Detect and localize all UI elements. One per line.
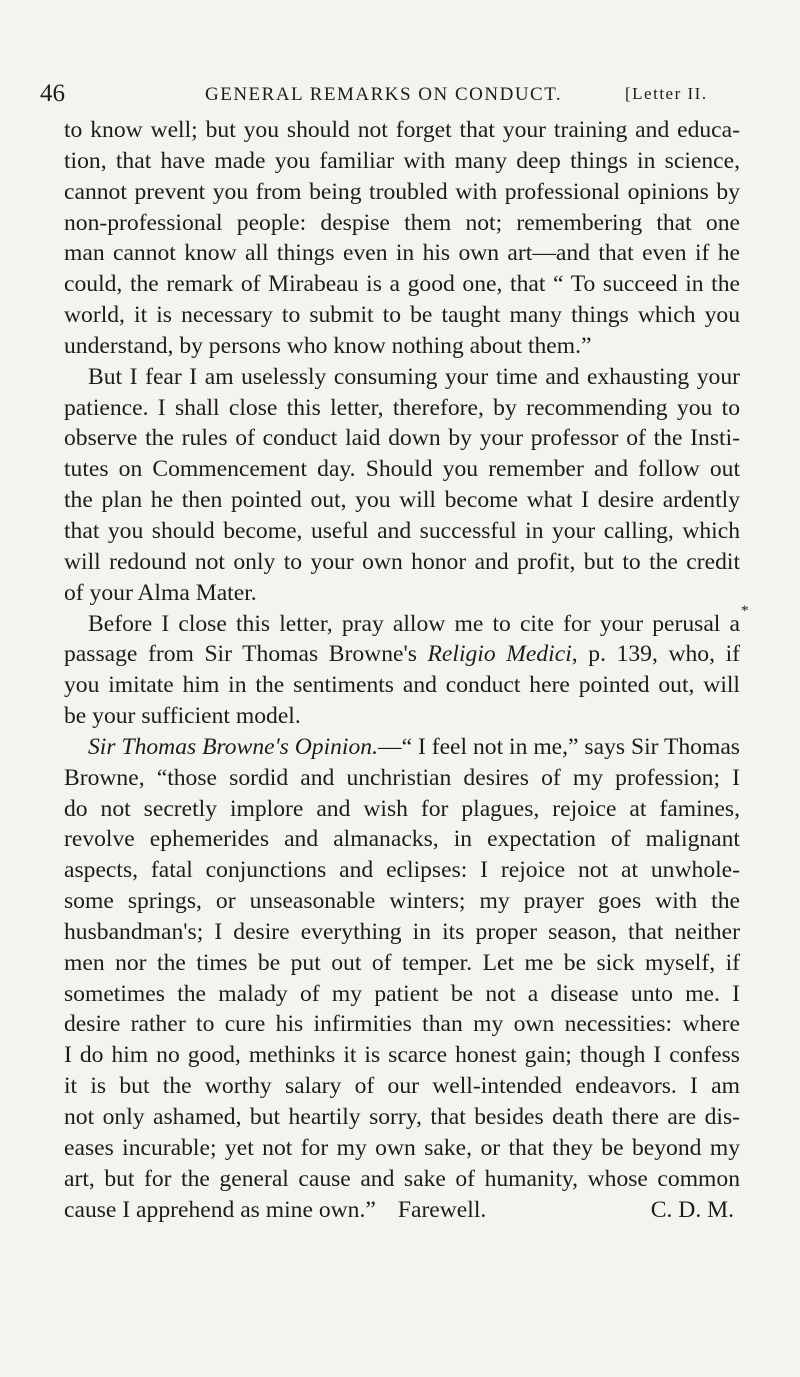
- text-line: tion, that have made you familiar with many deep things in science,: [64, 147, 740, 174]
- text-line: the plan he then pointed out, you will become what I desire ardently: [64, 487, 740, 514]
- text-line: to know well; but you should not forget that your training and educa-: [64, 117, 740, 143]
- text-line: some springs, or unseasonable winters; my prayer goes with the: [64, 888, 740, 915]
- signature: C. D. M.: [650, 1196, 734, 1223]
- footnote-mark: *: [741, 603, 749, 619]
- text-line: I do him no good, methinks it is scarce honest gain; though I confess: [64, 1042, 740, 1069]
- text-line: husbandman's; I desire everything in its proper season, that neither: [64, 918, 740, 945]
- closing-line: [64, 1195, 740, 1226]
- text-fragment: passage from Sir Thomas Browne's: [64, 641, 417, 668]
- letter-tag: [Letter II.: [625, 84, 708, 103]
- body-text: [64, 115, 740, 1225]
- text-line: sometimes the malady of my patient be not a disease unto me. I: [64, 980, 740, 1007]
- text-line: tutes on Commencement day. Should you remember and follow out: [64, 456, 740, 483]
- text-line: men nor the times be put out of temper. Let me be sick myself, if: [64, 949, 740, 976]
- text-line: cannot prevent you from being troubled with professional opinions by: [64, 178, 740, 205]
- text-line: Before I close this letter, pray allow me to cite for your perusal a: [88, 610, 740, 637]
- text-line: understand, by persons who know nothing about them.”: [64, 332, 592, 359]
- running-head: GENERAL REMARKS ON CONDUCT.: [205, 84, 563, 105]
- text-line: non-professional people: despise them not; remembering that one: [64, 209, 740, 236]
- text-line-mixed: [64, 732, 740, 763]
- text-fragment: cause I apprehend as mine own.”: [64, 1196, 376, 1223]
- text-line: man cannot know all things even in his own art—and that even if he: [64, 240, 740, 267]
- text-fragment: —“ I feel not in me,” says Sir Thomas: [377, 733, 740, 760]
- farewell: Farewell.: [397, 1196, 487, 1223]
- text-line: will redound not only to your own honor and profit, but to the credit: [64, 548, 740, 575]
- text-line: world, it is necessary to submit to be taught many things which you: [64, 302, 740, 329]
- text-line: revolve ephemerides and almanacks, in expectation of malignant: [64, 826, 740, 853]
- page-header: [40, 80, 770, 110]
- text-line: it is but the worthy salary of our well-intended endeavors. I am: [64, 1073, 740, 1100]
- text-line: that you should become, useful and successful in your calling, which: [64, 517, 740, 544]
- text-line: not only ashamed, but heartily sorry, that besides death there are dis-: [64, 1104, 740, 1130]
- text-line: aspects, fatal conjunctions and eclipses: I rejoice not at unwhole-: [64, 857, 740, 884]
- text-line: you imitate him in the sentiments and conduct here pointed out, will: [64, 672, 740, 699]
- text-line: do not secretly implore and wish for plagues, rejoice at famines,: [64, 795, 740, 822]
- text-line: of your Alma Mater.: [64, 579, 257, 606]
- page-number: 46: [40, 80, 65, 107]
- text-line: art, but for the general cause and sake of humanity, whose common: [64, 1165, 740, 1192]
- book-title-italic: Religio Medici: [427, 641, 572, 668]
- text-line: observe the rules of conduct laid down by your professor of the Insti-: [64, 425, 740, 452]
- text-line: eases incurable; yet not for my own sake, or that they be beyond my: [64, 1134, 740, 1161]
- section-heading-italic: Sir Thomas Browne's Opinion.: [88, 733, 378, 760]
- text-line: desire rather to cure his infirmities than my own necessities: where: [64, 1011, 740, 1038]
- text-line-mixed: [64, 639, 740, 670]
- text-line: could, the remark of Mirabeau is a good one, that “ To succeed in the: [64, 271, 740, 298]
- text-fragment: , p. 139, who, if: [571, 641, 740, 668]
- text-line: be your sufficient model.: [64, 703, 301, 730]
- text-line: But I fear I am uselessly consuming your time and exhausting your: [88, 363, 740, 390]
- text-line: Browne, “those sordid and unchristian desires of my profession; I: [64, 764, 740, 791]
- text-line: patience. I shall close this letter, therefore, by recommending you to: [64, 394, 740, 421]
